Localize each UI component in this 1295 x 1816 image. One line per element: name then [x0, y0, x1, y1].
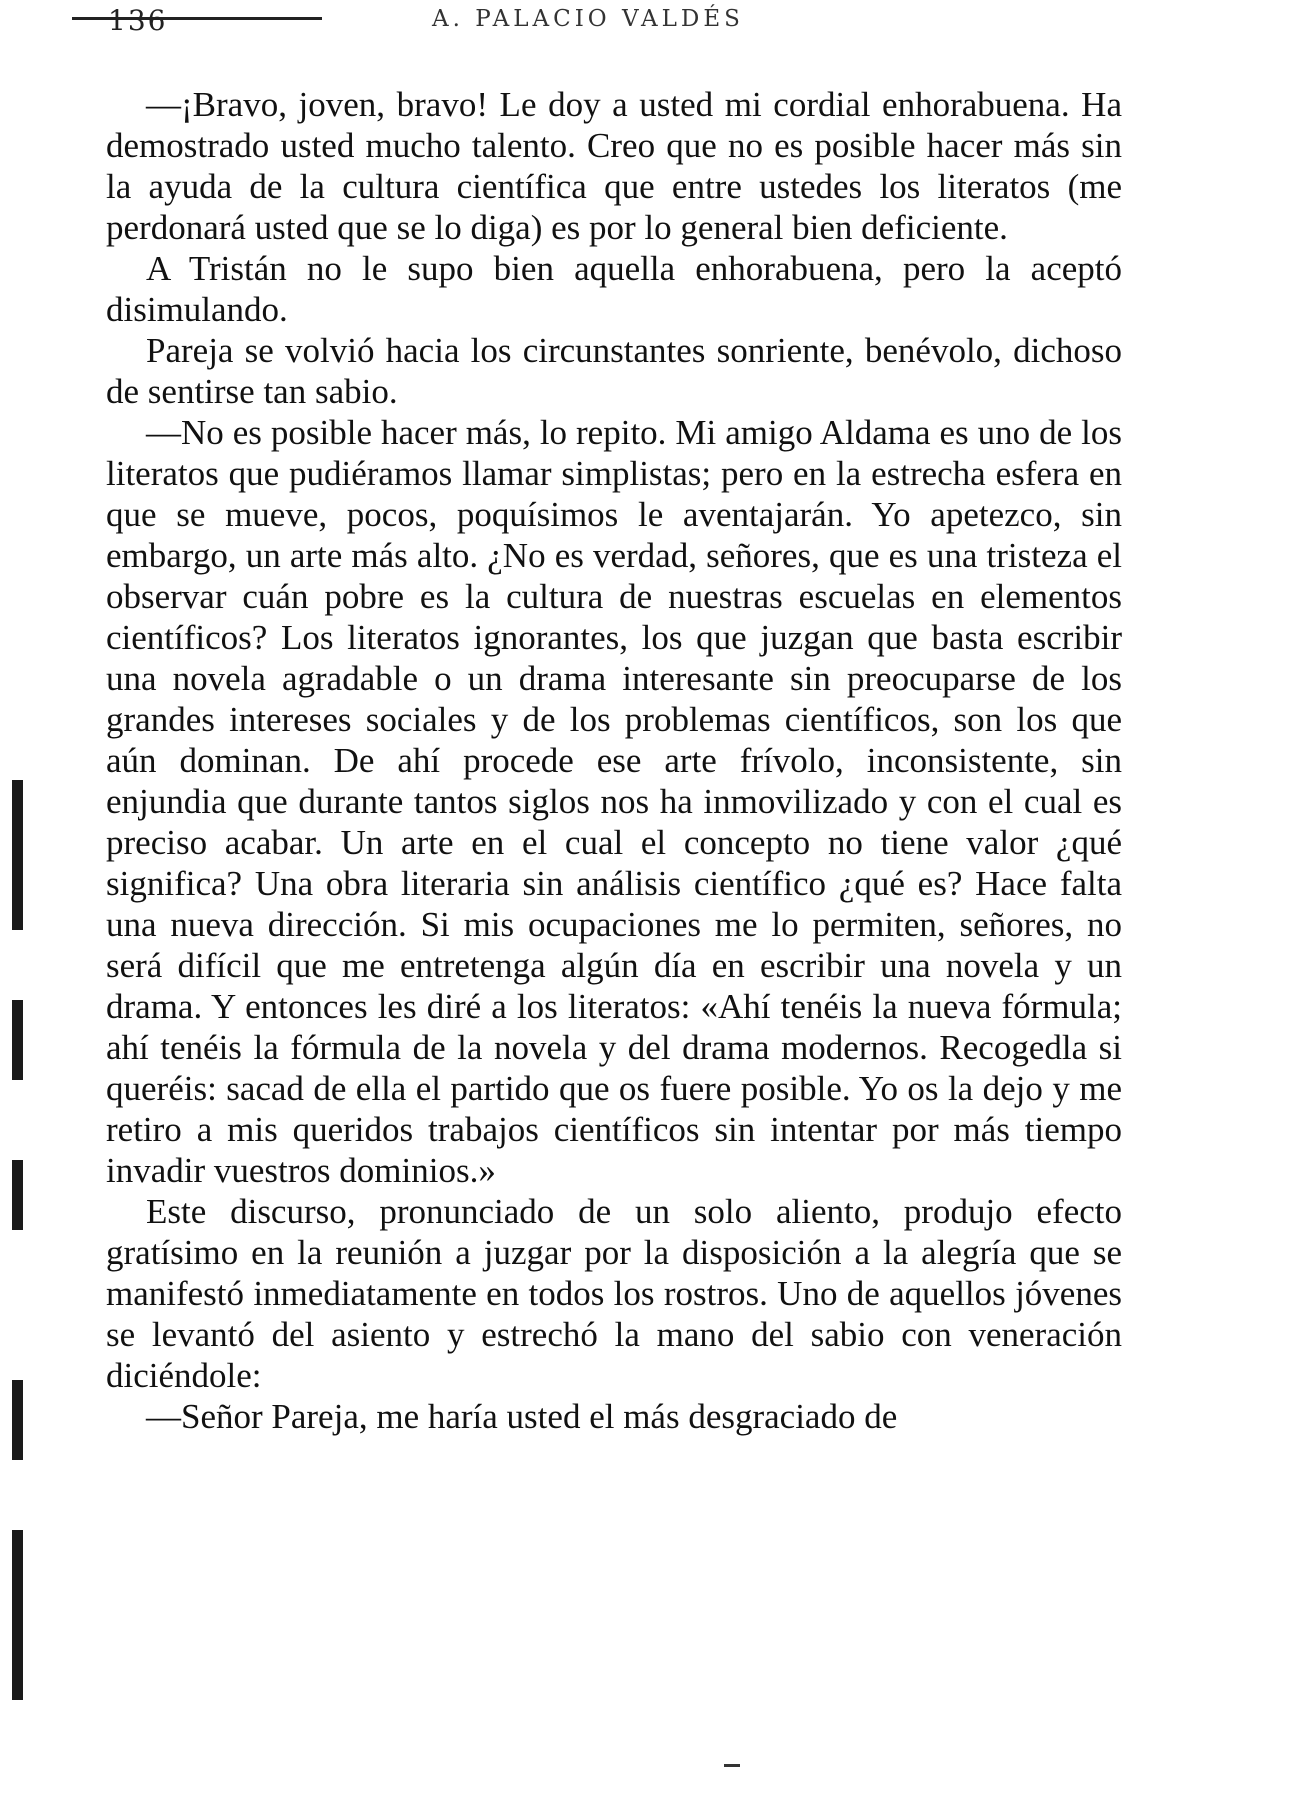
- body-text: [106, 84, 1122, 1437]
- paragraph: Pareja se volvió hacia los circunstantes sonriente, benévolo, dichoso de sentirse tan sabio.: [106, 331, 1122, 411]
- paragraph: Este discurso, pronunciado de un solo aliento, produjo efecto gratísimo en la reunión a juzgar por la disposición a la alegría que se manifestó inmediatamente en todos los rostros. Uno de aquellos jóvenes se levantó del asiento y estrechó la mano del sabio con veneración diciéndole:: [106, 1192, 1122, 1395]
- paragraph: —Señor Pareja, me haría usted el más desgraciado de: [146, 1397, 898, 1436]
- paragraph: A Tristán no le supo bien aquella enhorabuena, pero la aceptó disimulando.: [106, 249, 1122, 329]
- scan-edge-mark: [12, 1160, 23, 1230]
- paragraph: —¡Bravo, joven, bravo! Le doy a usted mi cordial enhorabuena. Ha demostrado usted mucho talento. Creo que no es posible hacer más sin la ayuda de la cultura científica que entre ustedes los literatos (me perdonará usted que se lo diga) es por lo general bien deficiente.: [106, 85, 1122, 247]
- print-mark: [724, 1764, 740, 1767]
- scan-edge-mark: [12, 1000, 23, 1080]
- page-number: 136: [108, 4, 168, 37]
- scan-edge-mark: [12, 1530, 23, 1700]
- paragraph: —No es posible hacer más, lo repito. Mi amigo Aldama es uno de los literatos que pudiéramos llamar simplistas; pero en la estrecha esfera en que se mueve, pocos, poquísimos le aventajarán. Yo apetezco, sin embargo, un arte más alto. ¿No es verdad, señores, que es una tristeza el observar cuán pobre es la cultura de nuestras escuelas en elementos científicos? Los literatos ignorantes, los que juzgan que basta escribir una novela agradable o un drama interesante sin preocuparse de los grandes intereses sociales y de los problemas científicos, son los que aún dominan. De ahí procede ese arte frívolo, inconsistente, sin enjundia que durante tantos siglos nos ha inmovilizado y con el cual es preciso acabar. Un arte en el cual el concepto no tiene valor ¿qué significa? Una obra literaria sin análisis científico ¿qué es? Hace falta una nueva dirección. Si mis ocupaciones me lo permiten, señores, no será difícil que me entretenga algún día en escribir una novela y un drama. Y entonces les diré a los literatos: «Ahí tenéis la nueva fórmula; ahí tenéis la fórmula de la novela y del drama modernos. Recogedla si queréis: sacad de ella el partido que os fuere posible. Yo os la dejo y me retiro a mis queridos trabajos científicos sin intentar por más tiempo invadir vuestros dominios.»: [106, 413, 1122, 1190]
- running-head: A. PALACIO VALDÉS: [432, 6, 744, 32]
- scan-edge-mark: [12, 780, 23, 930]
- scan-edge-mark: [12, 1380, 23, 1460]
- page-header: [72, 4, 1122, 38]
